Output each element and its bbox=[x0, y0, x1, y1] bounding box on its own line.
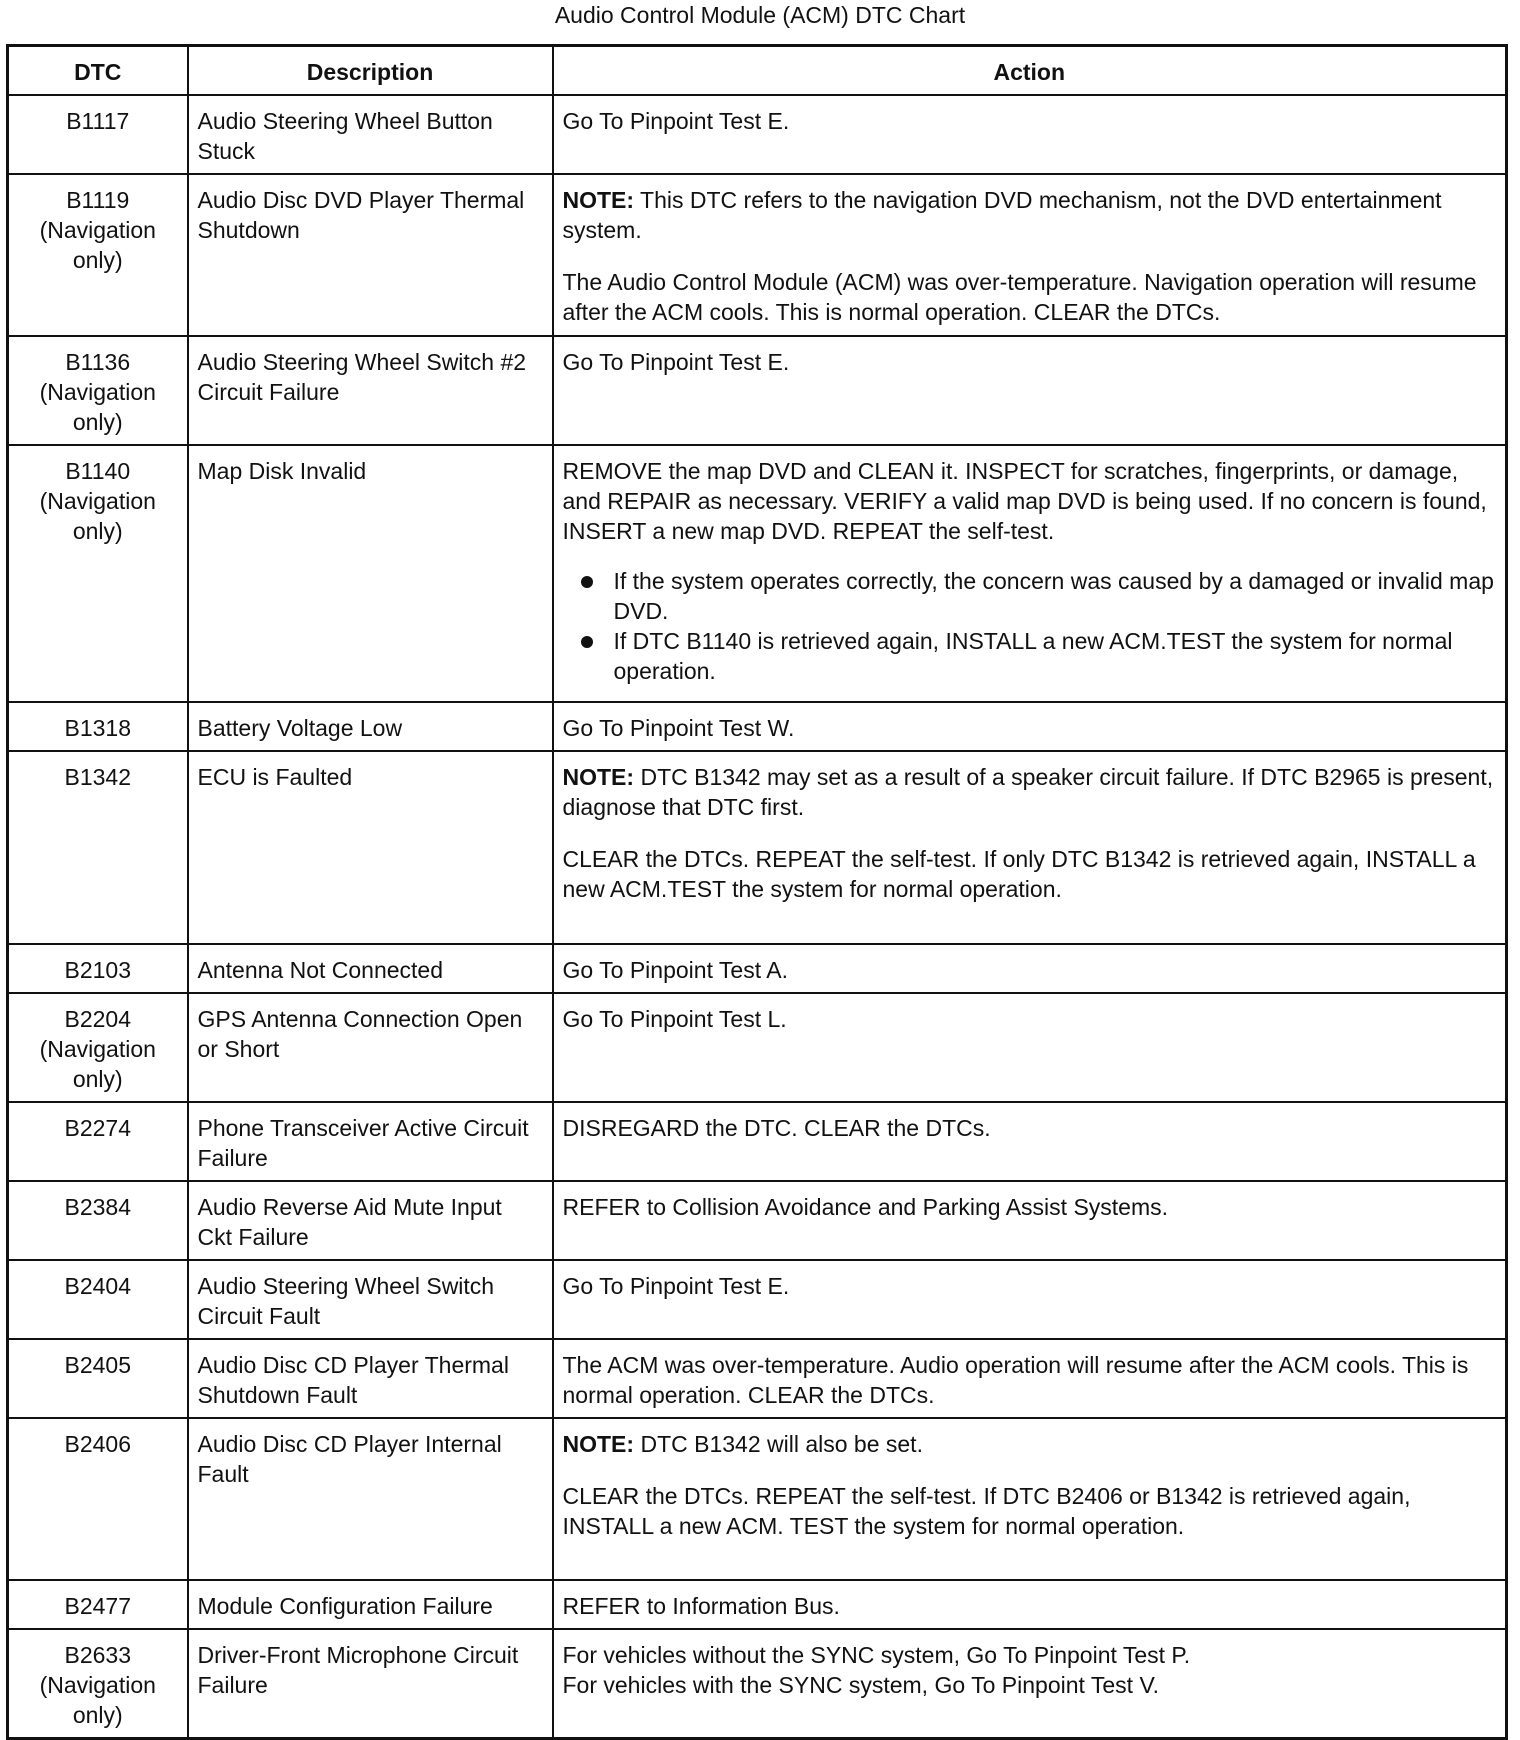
bullet-item: If DTC B1140 is retrieved again, INSTALL a new ACM.TEST the system for normal operation. bbox=[614, 626, 1497, 686]
action-line: For vehicles without the SYNC system, Go To Pinpoint Test P. bbox=[562, 1642, 1191, 1668]
dtc-description: Battery Voltage Low bbox=[188, 702, 553, 751]
dtc-action: Go To Pinpoint Test E. bbox=[553, 95, 1507, 174]
action-paragraph: REMOVE the map DVD and CLEAN it. INSPECT for scratches, fingerprints, or damage, and REPAIR as necessary. VERIFY a valid map DVD is being used. If no concern is found, INSERT a new map DVD. REPEAT the self-test. bbox=[562, 458, 1487, 544]
table-row bbox=[8, 1102, 1507, 1181]
note-paragraph: NOTE: DTC B1342 will also be set. bbox=[562, 1431, 923, 1457]
dtc-code: B2274 bbox=[8, 1102, 188, 1181]
dtc-action: REFER to Collision Avoidance and Parking Assist Systems. bbox=[553, 1181, 1507, 1260]
note-label: NOTE: bbox=[562, 764, 635, 790]
header-action: Action bbox=[553, 46, 1507, 96]
dtc-description: Audio Reverse Aid Mute Input Ckt Failure bbox=[188, 1181, 553, 1260]
dtc-description: Audio Steering Wheel Switch #2 Circuit Failure bbox=[188, 336, 553, 445]
dtc-action: The ACM was over-temperature. Audio operation will resume after the ACM cools. This is normal operation. CLEAR the DTCs. bbox=[553, 1339, 1507, 1418]
dtc-code: B2406 bbox=[8, 1418, 188, 1580]
dtc-action bbox=[553, 445, 1507, 702]
action-bullet-list bbox=[563, 566, 1497, 686]
table-row bbox=[8, 1339, 1507, 1418]
action-paragraph: CLEAR the DTCs. REPEAT the self-test. If only DTC B1342 is retrieved again, INSTALL a new ACM.TEST the system for normal operation. bbox=[562, 846, 1476, 902]
dtc-description: Phone Transceiver Active Circuit Failure bbox=[188, 1102, 553, 1181]
dtc-action bbox=[553, 174, 1507, 336]
dtc-action: Go To Pinpoint Test W. bbox=[553, 702, 1507, 751]
table-row bbox=[8, 1181, 1507, 1260]
action-paragraph: CLEAR the DTCs. REPEAT the self-test. If DTC B2406 or B1342 is retrieved again, INSTALL a new ACM. TEST the system for normal operation. bbox=[562, 1483, 1411, 1539]
dtc-description: Audio Disc DVD Player Thermal Shutdown bbox=[188, 174, 553, 336]
header-description: Description bbox=[188, 46, 553, 96]
dtc-action: DISREGARD the DTC. CLEAR the DTCs. bbox=[553, 1102, 1507, 1181]
note-paragraph: NOTE: DTC B1342 may set as a result of a speaker circuit failure. If DTC B2965 is present, diagnose that DTC first. bbox=[562, 764, 1494, 820]
dtc-description: Audio Steering Wheel Switch Circuit Fault bbox=[188, 1260, 553, 1339]
dtc-description: GPS Antenna Connection Open or Short bbox=[188, 993, 553, 1102]
dtc-code: B1136 (Navigation only) bbox=[8, 336, 188, 445]
dtc-description: Map Disk Invalid bbox=[188, 445, 553, 702]
dtc-code: B2404 bbox=[8, 1260, 188, 1339]
table-row bbox=[8, 993, 1507, 1102]
header-dtc: DTC bbox=[8, 46, 188, 96]
dtc-code: B1342 bbox=[8, 751, 188, 944]
dtc-action: Go To Pinpoint Test A. bbox=[553, 944, 1507, 993]
dtc-description: ECU is Faulted bbox=[188, 751, 553, 944]
dtc-description: Module Configuration Failure bbox=[188, 1580, 553, 1629]
dtc-description: Audio Steering Wheel Button Stuck bbox=[188, 95, 553, 174]
table-row bbox=[8, 174, 1507, 336]
table-row bbox=[8, 751, 1507, 944]
dtc-action bbox=[553, 1629, 1507, 1739]
dtc-code: B1117 bbox=[8, 95, 188, 174]
dtc-code: B2633 (Navigation only) bbox=[8, 1629, 188, 1739]
note-paragraph: NOTE: This DTC refers to the navigation DVD mechanism, not the DVD entertainment system. bbox=[562, 187, 1442, 243]
table-row bbox=[8, 95, 1507, 174]
dtc-action: Go To Pinpoint Test E. bbox=[553, 336, 1507, 445]
table-row bbox=[8, 1418, 1507, 1580]
dtc-action: Go To Pinpoint Test L. bbox=[553, 993, 1507, 1102]
dtc-code: B2103 bbox=[8, 944, 188, 993]
dtc-description: Audio Disc CD Player Internal Fault bbox=[188, 1418, 553, 1580]
dtc-action bbox=[553, 1418, 1507, 1580]
note-label: NOTE: bbox=[562, 187, 635, 213]
dtc-qualifier: (Navigation only) bbox=[39, 379, 156, 435]
bullet-item: If the system operates correctly, the concern was caused by a damaged or invalid map DVD. bbox=[614, 566, 1497, 626]
dtc-code: B2384 bbox=[8, 1181, 188, 1260]
dtc-code: B1318 bbox=[8, 702, 188, 751]
dtc-action: Go To Pinpoint Test E. bbox=[553, 1260, 1507, 1339]
table-row bbox=[8, 1629, 1507, 1739]
dtc-qualifier: (Navigation only) bbox=[39, 1672, 156, 1728]
action-line: For vehicles with the SYNC system, Go To Pinpoint Test V. bbox=[562, 1672, 1160, 1698]
page-title: Audio Control Module (ACM) DTC Chart bbox=[554, 2, 966, 28]
dtc-action bbox=[553, 751, 1507, 944]
header-row bbox=[8, 46, 1507, 96]
table-row bbox=[8, 445, 1507, 702]
dtc-qualifier: (Navigation only) bbox=[39, 488, 156, 544]
dtc-description: Audio Disc CD Player Thermal Shutdown Fault bbox=[188, 1339, 553, 1418]
table-row bbox=[8, 1260, 1507, 1339]
table-row bbox=[8, 1580, 1507, 1629]
action-paragraph: The Audio Control Module (ACM) was over-temperature. Navigation operation will resume after the ACM cools. This is normal operation. CLEAR the DTCs. bbox=[562, 269, 1477, 325]
note-label: NOTE: bbox=[562, 1431, 635, 1457]
table-row bbox=[8, 702, 1507, 751]
dtc-table bbox=[6, 44, 1508, 1740]
dtc-code: B1119 (Navigation only) bbox=[8, 174, 188, 336]
dtc-code: B2405 bbox=[8, 1339, 188, 1418]
table-row bbox=[8, 944, 1507, 993]
dtc-code: B2204 (Navigation only) bbox=[8, 993, 188, 1102]
table-row bbox=[8, 336, 1507, 445]
dtc-qualifier: (Navigation only) bbox=[39, 1036, 156, 1092]
dtc-qualifier: (Navigation only) bbox=[39, 217, 156, 273]
dtc-code: B2477 bbox=[8, 1580, 188, 1629]
dtc-code: B1140 (Navigation only) bbox=[8, 445, 188, 702]
dtc-description: Antenna Not Connected bbox=[188, 944, 553, 993]
dtc-description: Driver-Front Microphone Circuit Failure bbox=[188, 1629, 553, 1739]
dtc-action: REFER to Information Bus. bbox=[553, 1580, 1507, 1629]
